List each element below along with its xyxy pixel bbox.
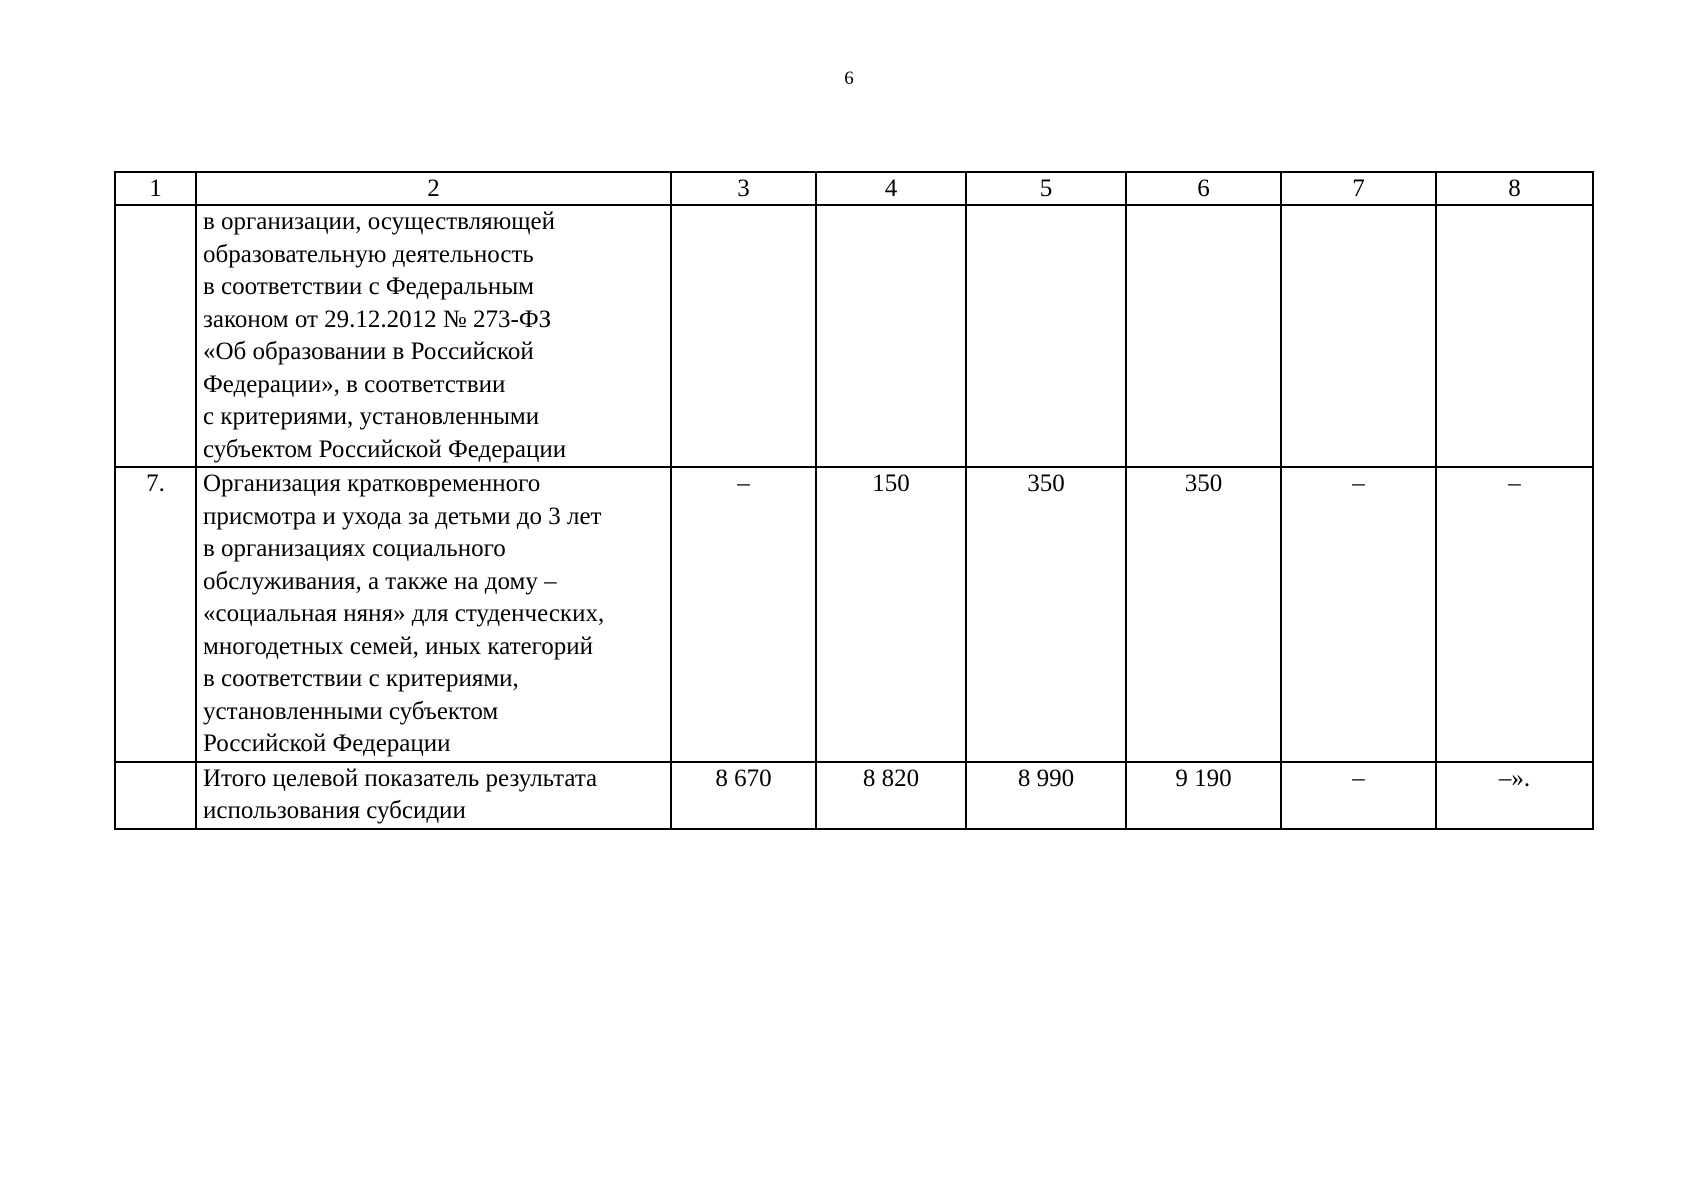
column-header-5: 5 — [966, 172, 1126, 205]
table-header-row — [115, 172, 1593, 205]
row-number: 7. — [115, 467, 196, 762]
row-number — [115, 762, 196, 829]
value-cell-col6: 9 190 — [1126, 762, 1281, 829]
column-header-8: 8 — [1436, 172, 1593, 205]
value-cell-col3 — [671, 205, 816, 467]
column-header-2: 2 — [196, 172, 671, 205]
value-cell-col7: – — [1281, 762, 1436, 829]
row-description-text: Организация кратковременного присмотра и ухода за детьми до 3 лет в организациях социального обслуживания, а также на дому – «социальная няня» для студенческих, многодетных семей, иных категорий в соответствии с критериями, установленными субъектом Российской Федерации — [203, 470, 605, 757]
table-row — [115, 205, 1593, 467]
value-cell-col8 — [1436, 205, 1593, 467]
value-cell-col5 — [966, 205, 1126, 467]
column-header-7: 7 — [1281, 172, 1436, 205]
row-description-text: Итого целевой показатель результата использования субсидии — [203, 764, 598, 824]
page-number: 6 — [844, 68, 854, 89]
indicator-table — [114, 171, 1594, 830]
row-description — [196, 762, 671, 829]
column-header-3: 3 — [671, 172, 816, 205]
column-header-6: 6 — [1126, 172, 1281, 205]
value-cell-col6 — [1126, 205, 1281, 467]
row-description — [196, 205, 671, 467]
value-cell-col5: 8 990 — [966, 762, 1126, 829]
value-cell-col4: 150 — [816, 467, 966, 762]
value-cell-col7 — [1281, 205, 1436, 467]
value-cell-col4 — [816, 205, 966, 467]
value-cell-col8: –». — [1436, 762, 1593, 829]
value-cell-col3: 8 670 — [671, 762, 816, 829]
column-header-1: 1 — [115, 172, 196, 205]
value-cell-col8: – — [1436, 467, 1593, 762]
column-header-4: 4 — [816, 172, 966, 205]
value-cell-col4: 8 820 — [816, 762, 966, 829]
value-cell-col5: 350 — [966, 467, 1126, 762]
value-cell-col6: 350 — [1126, 467, 1281, 762]
table-row — [115, 467, 1593, 762]
row-number — [115, 205, 196, 467]
row-description — [196, 467, 671, 762]
value-cell-col7: – — [1281, 467, 1436, 762]
row-description-text: в организации, осуществляющей образовательную деятельность в соответствии с Федеральным законом от 29.12.2012 № 273-ФЗ «Об образовании в Российской Федерации», в соответствии с критериями, установленными субъектом Российской Федерации — [203, 208, 567, 463]
value-cell-col3: – — [671, 467, 816, 762]
table-row-total — [115, 762, 1593, 829]
